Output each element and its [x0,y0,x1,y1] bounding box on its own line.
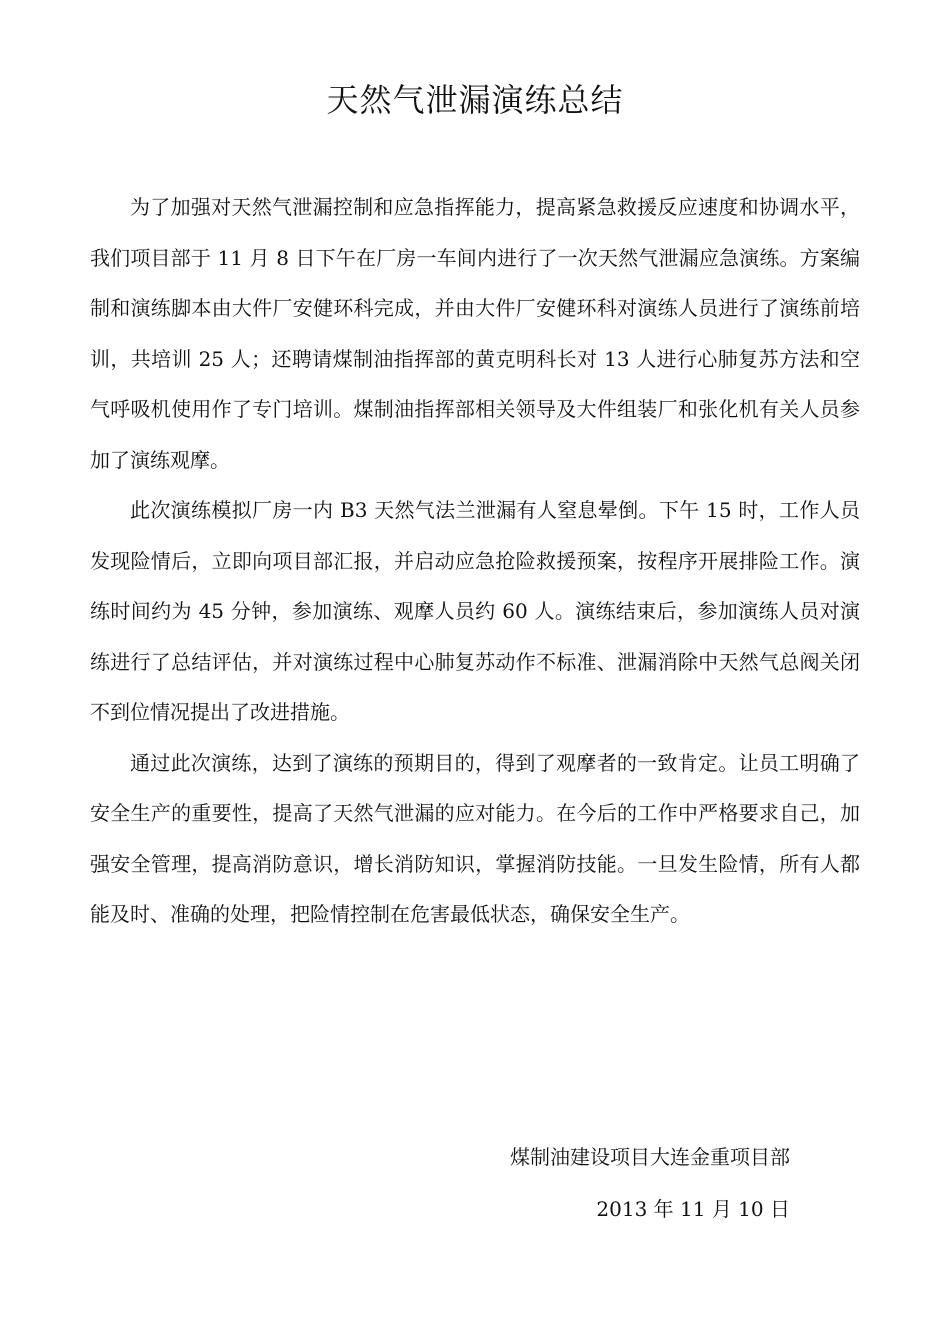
signature-organization: 煤制油建设项目大连金重项目部 [510,1145,790,1169]
document-title: 天然气泄漏演练总结 [326,81,624,119]
paragraph-2: 此次演练模拟厂房一内 B3 天然气法兰泄漏有人窒息晕倒。下午 15 时，工作人员发现险情后，立即向项目部汇报，并启动应急抢险救援预案，按程序开展排险工作。演练时间约为 45 分钟，参加演练、观摩人员约 60 人。演练结束后，参加演练人员对演练进行了总结评估，并对演练过程中心肺复苏动作不标准、泄漏消除中天然气总阀关闭不到位情况提出了改进措施。 [90,498,860,724]
signature-date: 2013 年 11 月 10 日 [596,1197,790,1221]
signature-block [510,1132,790,1234]
paragraph-1: 为了加强对天然气泄漏控制和应急指挥能力，提高紧急救援反应速度和协调水平，我们项目部于 11 月 8 日下午在厂房一车间内进行了一次天然气泄漏应急演练。方案编制和演练脚本由大件厂安健环科完成，并由大件厂安健环科对演练人员进行了演练前培训，共培训 25 人；还聘请煤制油指挥部的黄克明科长对 13 人进行心肺复苏方法和空气呼吸机使用作了专门培训。煤制油指挥部相关领导及大件组装厂和张化机有关人员参加了演练观摩。 [90,195,860,472]
document-body [90,182,860,940]
paragraph-3: 通过此次演练，达到了演练的预期目的，得到了观摩者的一致肯定。让员工明确了安全生产的重要性，提高了天然气泄漏的应对能力。在今后的工作中严格要求自己，加强安全管理，提高消防意识，增长消防知识，掌握消防技能。一旦发生险情，所有人都能及时、准确的处理，把险情控制在危害最低状态，确保安全生产。 [90,750,860,926]
